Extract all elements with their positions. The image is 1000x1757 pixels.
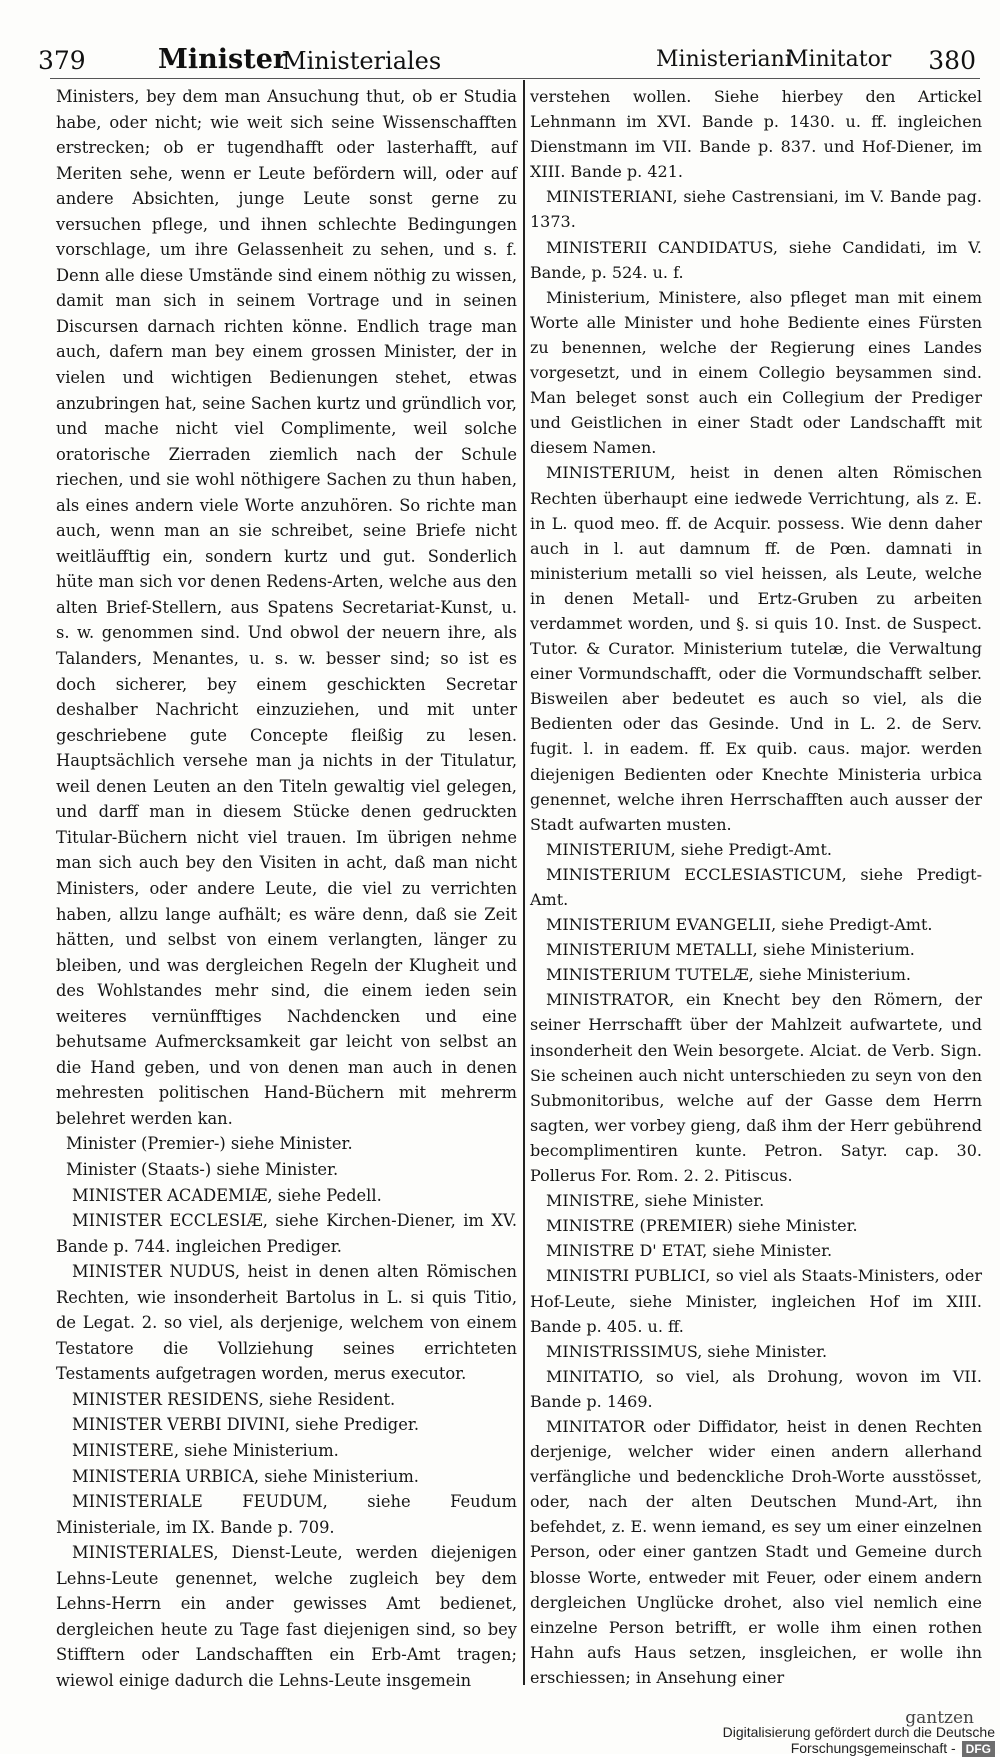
entry-paragraph: MINITATOR oder Diffidator, heist in denen Rechten derjenige, welcher wider einen andern allerhand verfängliche und bedenckliche Droh-Worte ausstösset, oder, nach der alten Deutschen Mund-Art, ihn befehdet, z. E. wenn iemand, es sey um einer einzelnen Person, oder einer gantzen Stadt und Gemeine durch blosse Worte, entweder mit Feuer, oder einem andern dergleichen Unglücke drohet, also viel nemlich eine einzelne Person betrifft, er wolle ihm einen rothen Hahn aufs Haus setzen, insgleichen, er wolle ihn erschiessen; in Ansehung einer [530, 1416, 982, 1687]
page-header [0, 36, 1000, 76]
entry-paragraph: MINISTERII CANDIDATUS, siehe Candidati, im V. Bande, p. 524. u. f. [530, 237, 982, 282]
page-number-left: 379 [38, 46, 86, 75]
left-column [56, 84, 517, 1693]
column-divider [523, 80, 525, 1685]
right-column [530, 84, 982, 1690]
entry-paragraph: Ministers, bey dem man Ansuchung thut, ob er Studia habe, oder nicht; wie weit sich seine Wissenschafften erstrecken; ob er tugendhafft oder lasterhafft, auf Meriten sehe, wenn er Leute befördern will, oder auf andere Absichten, junge Leute sonst gerne zu versuchen pflege, und ihnen schlechte Bedingungen vorschlage, um ihre Gelassenheit zu sehen, und s. f. Denn alle diese Umstände sind einem nöthig zu wissen, damit man sich in seinem Vortrage und in seinen Discursen darnach richten könne. Endlich trage man auch, dafern man bey einem grossen Minister, der in vielen und wichtigen Bedienungen stehet, etwas anzubringen hat, seine Sachen kurtz und gründlich vor, und mache nicht viel Complimente, weil solche oratorische Zierraden ziemlich nach der Schule riechen, und sie wohl nöthigere Sachen zu thun haben, als eines andern viele Worte anzuhören. So richte man auch, wenn man an sie schreibet, seine Briefe nicht weitläufftig ein, sondern kurtz und gut. Sonderlich hüte man sich vor denen Redens-Arten, welche aus den alten Brief-Stellern, aus Spatens Secretariat-Kunst, u. s. w. genommen sind. Und obwol der neuern ihre, als Talanders, Menantes, u. s. w. besser sind; so ist es doch sicherer, bey einem geschickten Secretar deshalber Nachricht einzuziehen, und mit unter geschriebene gute Concepte fleißig zu lesen. Hauptsächlich versehe man ja nichts in der Titulatur, weil denen Leuten an den Titeln gewaltig viel gelegen, und darff man in diesem Stücke denen gedruckten Titular-Büchern nicht viel trauen. Im übrigen nehme man sich auch bey den Visiten in acht, daß man nicht Ministers, oder andere Leute, die viel zu verrichten haben, allzu lange aufhält; es wäre denn, daß sie Zeit hätten, und selbst von einem verlangten, länger zu bleiben, und was dergleichen Regeln der Klugheit und des Wohlstandes mehr sind, die einem ieden sein weiteres vernünfftiges Nachdencken und eine behutsame Aufmercksamkeit gar leicht von selbst an die Hand geben, und von denen man auch in denen mehresten politischen Hand-Büchern mit mehrerm belehret werden kan. [56, 87, 517, 1128]
entry-paragraph: MINISTERIUM ECCLESIASTICUM, siehe Predigt-Amt. [530, 864, 982, 909]
entry-paragraph: MINISTRISSIMUS, siehe Minister. [546, 1341, 828, 1361]
entry-paragraph: MINISTRE (PREMIER) siehe Minister. [546, 1216, 858, 1236]
entry-paragraph: MINISTRI PUBLICI, so viel als Staats-Ministers, oder Hof-Leute, siehe Minister, ingleichen Hof im XIII. Bande p. 405. u. ff. [530, 1266, 982, 1336]
entry-paragraph: MINISTER RESIDENS, siehe Resident. [72, 1389, 396, 1409]
headword-right-second: Minitator [786, 47, 892, 72]
footer-text: Digitalisierung gefördert durch die Deutsche Forschungsgemeinschaft - [722, 1724, 995, 1756]
entry-paragraph: Minister (Staats-) siehe Minister. [66, 1159, 339, 1179]
headword-left-secondary: Ministeriales [282, 47, 442, 75]
entry-paragraph: Ministerium, Ministere, also pfleget man mit einem Worte alle Minister und hohe Bediente eines Fürsten zu benennen, welche der Regierung eines Landes vorgesetzt, und in einem Collegio beysammen sind. Man beleget sonst auch ein Collegium der Prediger und Geistlichen in einer Stadt oder Landschafft mit diesem Namen. [530, 287, 982, 458]
dfg-logo-badge: DFG [962, 1741, 995, 1757]
entry-paragraph: MINITATIO, so viel, als Drohung, wovon im VII. Bande p. 1469. [530, 1366, 982, 1411]
entry-paragraph: MINISTERIUM, heist in denen alten Römischen Rechten überhaupt eine iedwede Verrichtung, als z. E. in L. quod meo. ff. de Acquir. possess. Wie denn daher auch in l. aut damnum ff. de Pœn. damnati in ministerium metalli so viel heissen, als Leute, welche in denen Metall- und Ertz-Gruben zu arbeiten verdammet worden, und §. si quis 10. Inst. de Suspect. Tutor. & Curator. Ministerium tutelæ, die Verwaltung einer Vormundschafft, oder die Vormundschafft selber. Bisweilen aber bedeutet es auch so viel, als die Bedienten oder das Gesinde. Und in L. 2. de Serv. fugit. l. in eadem. ff. Ex quib. caus. major. werden diejenigen Bedienten oder Knechte Ministeria urbica genennet, welche ihren Herrschafften auch ausser der Stadt aufwarten musten. [530, 463, 982, 834]
entry-paragraph: MINISTRE D' ETAT, siehe Minister. [546, 1241, 833, 1261]
entry-paragraph: MINISTER NUDUS, heist in denen alten Römischen Rechten, wie insonderheit Bartolus in L. si quis Titio, de Legat. 2. so viel, als derjenige, welchem von einem Testatore die Vollziehung seines errichteten Testaments aufgetragen worden, merus executor. [56, 1262, 517, 1384]
entry-paragraph: MINISTRE, siehe Minister. [546, 1191, 765, 1211]
catchword: gantzen [905, 1708, 974, 1728]
digitization-footer [600, 1724, 995, 1756]
headword-right-first: Ministeriani [656, 47, 792, 72]
entry-paragraph: verstehen wollen. Siehe hierbey den Artickel Lehnmann im XVI. Bande p. 1430. u. ff. ingleichen Dienstmann im VII. Bande p. 837. und Hof-Diener, im XIII. Bande p. 421. [530, 87, 982, 182]
entry-paragraph: MINISTERIALES, Dienst-Leute, werden diejenigen Lehns-Leute genennet, welche zugleich bey dem Lehns-Herrn ein ander gewisses Amt bedienet, dergleichen heute zu Tage fast diejenigen sind, so bey Stifftern oder Landschafften ein Erb-Amt tragen; wiewol einige dadurch die Lehns-Leute insgemein [56, 1543, 517, 1690]
entry-paragraph: MINISTER ACADEMIÆ, siehe Pedell. [72, 1185, 382, 1205]
header-rule [50, 78, 980, 79]
entry-paragraph: MINISTERIALE FEUDUM, siehe Feudum Ministeriale, im IX. Bande p. 709. [56, 1492, 517, 1537]
entry-paragraph: MINISTERIUM TUTELÆ, siehe Ministerium. [546, 965, 911, 985]
entry-paragraph: MINISTERIA URBICA, siehe Ministerium. [72, 1466, 419, 1486]
entry-paragraph: Minister (Premier-) siehe Minister. [66, 1134, 353, 1154]
entry-paragraph: MINISTERE, siehe Ministerium. [72, 1440, 339, 1460]
entry-paragraph: MINISTER ECCLESIÆ, siehe Kirchen-Diener, im XV. Bande p. 744. ingleichen Prediger. [56, 1211, 517, 1256]
headword-left: Minister [158, 44, 288, 75]
entry-paragraph: MINISTERIUM METALLI, siehe Ministerium. [546, 940, 915, 960]
entry-paragraph: MINISTERIUM, siehe Predigt-Amt. [546, 839, 832, 859]
entry-paragraph: MINISTERIANI, siehe Castrensiani, im V. Bande pag. 1373. [530, 187, 982, 232]
entry-paragraph: MINISTRATOR, ein Knecht bey den Römern, der seiner Herrschafft über der Mahlzeit aufwartete, und insonderheit den Wein besorgete. Alciat. de Verb. Sign. Sie scheinen auch nicht unterschieden zu seyn von den Submonitoribus, welche auf der Gasse dem Herrn sagten, wer vorbey gieng, daß ihm der Herr gebührend becomplimentiren kunte. Petron. Satyr. cap. 30. Pollerus For. Rom. 2. 2. Pitiscus. [530, 990, 982, 1186]
page-number-right: 380 [928, 46, 976, 75]
entry-paragraph: MINISTERIUM EVANGELII, siehe Predigt-Amt. [546, 915, 933, 935]
entry-paragraph: MINISTER VERBI DIVINI, siehe Prediger. [72, 1415, 420, 1435]
